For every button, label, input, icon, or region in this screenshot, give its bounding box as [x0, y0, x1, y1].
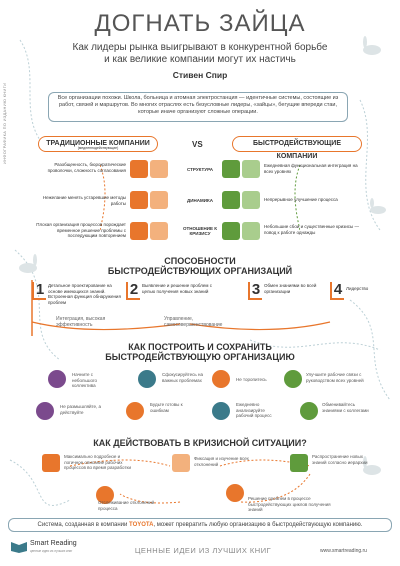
ability-text: Лидерство	[346, 286, 369, 291]
ability-number: 2	[126, 282, 140, 300]
abilities-result-left: Интеграция, высокая эффективность	[56, 316, 106, 328]
book-logo-icon	[10, 539, 28, 553]
statement-text: Система, созданная в компании	[37, 522, 128, 528]
ability-number: 4	[330, 282, 344, 300]
growth-icon	[222, 191, 240, 209]
build-title-line: КАК ПОСТРОИТЬ И СОХРАНИТЬ	[128, 342, 272, 352]
crisis-step: Распространение новых знаний согласно иерархии	[312, 454, 368, 465]
build-tip: Начните с небольшого коллектива	[72, 372, 98, 388]
ability-number: 1	[32, 282, 46, 300]
ability-text: Обмен знаниями во всей организации	[264, 283, 317, 294]
traditional-crisis-text: Плохая организация процессов порождает временное решение проблемы с последующим повторением	[36, 222, 126, 238]
check-icon	[242, 222, 260, 240]
crisis-attitude-label: ОТНОШЕНИЕ К КРИЗИСУ	[182, 226, 217, 236]
fast-crisis-text: Небольшие сбои и существенные кризисы — повод к работе однажды	[264, 224, 359, 235]
traditional-title: ТРАДИЦИОННЫЕ КОМПАНИИ	[46, 140, 150, 147]
crisis-step: Отслеживание отклонений процесса	[98, 500, 155, 511]
fast-structure-text: Ежедневная функциональная интеграция на всех уровнях	[264, 163, 358, 174]
side-label: ИНФОГРАФИКА ПО ИЗДАНИЮ КНИГИ	[2, 82, 7, 164]
rabbit-icon	[363, 36, 381, 55]
rabbit-icon	[370, 198, 386, 214]
build-tip: Будьте готовы к ошибкам	[150, 402, 183, 413]
hierarchy-icon	[284, 370, 302, 388]
error-icon	[126, 402, 144, 420]
footer-url[interactable]: www.smartreading.ru	[320, 548, 367, 554]
crisis-step: Решение проблем в процессе быстродействующих циклов получения знаний	[248, 496, 331, 512]
fast-dynamics-text: Непрерывное улучшение процесса	[264, 197, 338, 202]
page-title: ДОГНАТЬ ЗАЙЦА	[94, 10, 306, 37]
tools-icon	[222, 222, 240, 240]
footer-slogan: ЦЕННЫЕ ИДЕИ ИЗ ЛУЧШИХ КНИГ	[134, 546, 272, 555]
blocks-icon	[150, 160, 168, 178]
brain-icon	[36, 402, 54, 420]
calendar-icon	[212, 402, 230, 420]
traditional-structure-text: Разобщенность, бюрократические проволочки, сложность согласования	[47, 162, 126, 173]
build-title	[0, 342, 400, 362]
traditional-subtitle: (медленнодействующие)	[77, 146, 119, 150]
cycle-icon	[242, 191, 260, 209]
gears-icon	[222, 160, 240, 178]
ability-number: 3	[248, 282, 262, 300]
abilities-title	[0, 256, 400, 276]
old-tools-icon	[130, 191, 148, 209]
intro-box: Все организации похожи. Школа, больница и атомная электростанция — идентичные системы, состоящие из работ, связей и маршрутов. Во многих отраслях есть безусловные лидеры, «зайцы», бегущие впереди стаи, которые иначе организуют сложные операции.	[48, 92, 348, 122]
abilities-title-line: БЫСТРОДЕЙСТВУЮЩИХ ОРГАНИЗАЦИЙ	[107, 266, 293, 276]
crisis-step: Максимально подробное и логичное описание рабочих процессов во время разработки	[64, 454, 131, 470]
subtitle-line: и как великие компании могут их настичь	[104, 54, 296, 65]
bureaucracy-icon	[130, 160, 148, 178]
build-tip: Не размышляйте, а действуйте	[60, 404, 102, 415]
build-title-line: БЫСТРОДЕЙСТВУЮЩУЮ ОРГАНИЗАЦИЮ	[105, 352, 295, 362]
people-icon	[242, 160, 260, 178]
share-icon	[300, 402, 318, 420]
statement-text: , может превратить любую организацию в быстродействующую компанию.	[153, 522, 363, 528]
repeat-icon	[150, 222, 168, 240]
target-icon	[138, 370, 156, 388]
author: Стивен Спир	[172, 70, 228, 80]
build-tip: Обменивайтесь знаниями с коллегами	[322, 402, 369, 413]
traditional-dynamics-text: Нежелание менять устаревшие методы работы	[42, 195, 126, 206]
brand-tagline: ценные идеи из лучших книг	[30, 549, 73, 553]
cycle-learning-icon	[226, 484, 244, 502]
bandage-icon	[130, 222, 148, 240]
subtitle-line: Как лидеры рынка выигрывают в конкурентной борьбе	[72, 42, 328, 53]
crisis-title: КАК ДЕЙСТВОВАТЬ В КРИЗИСНОЙ СИТУАЦИИ?	[93, 438, 307, 448]
toyota-statement	[8, 518, 392, 532]
statement-brand: TOYOTA	[129, 522, 154, 528]
lock-icon	[150, 191, 168, 209]
team-icon	[48, 370, 66, 388]
ability-text: Выявление и решение проблем с целью получения новых знаний	[142, 283, 213, 294]
build-tip: Сфокусируйтесь на важных проблемах	[162, 372, 203, 383]
ability-text: Детальное проектирование на основе имеющихся знаний. Встроенная функция обнаружения проблем	[48, 283, 121, 305]
build-tip: Не торопитесь	[236, 377, 267, 382]
magnifier-icon	[172, 454, 190, 472]
fast-companies-pill: БЫСТРОДЕЙСТВУЮЩИЕ КОМПАНИИ	[232, 136, 362, 152]
network-icon	[290, 454, 308, 472]
brand-logo[interactable]: Smart Reading	[30, 540, 77, 547]
abilities-title-line: СПОСОБНОСТИ	[164, 256, 236, 266]
page-subtitle	[40, 42, 360, 66]
clock-icon	[212, 370, 230, 388]
vs-label: VS	[192, 140, 203, 149]
structure-label: СТРУКТУРА	[187, 167, 213, 172]
build-tip: Ежедневно анализируйте рабочий процесс	[236, 402, 272, 418]
build-tip: Улучшите рабочие связи с руководством всех уровней	[306, 372, 364, 383]
dynamics-label: ДИНАМИКА	[187, 198, 213, 203]
crisis-step: Фиксация и изучение всех отклонений	[194, 456, 249, 467]
abilities-result-right: Управление, самосовершенствование	[164, 316, 223, 328]
document-icon	[42, 454, 60, 472]
